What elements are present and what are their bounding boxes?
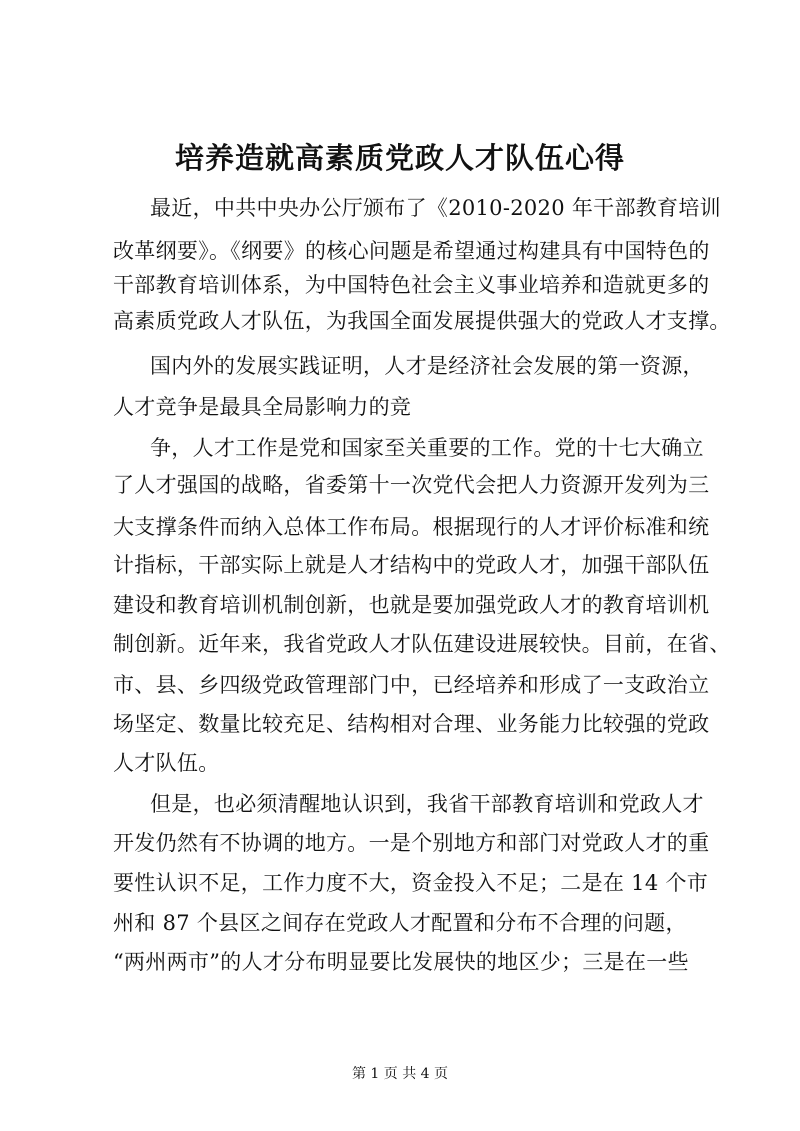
- paragraph-line: 开发仍然有不协调的地方。一是个别地方和部门对党政人才的重: [113, 831, 710, 855]
- paragraph-line: 人才队伍。: [113, 751, 220, 775]
- paragraph-line: 国内外的发展实践证明，人才是经济社会发展的第一资源，: [150, 354, 704, 378]
- paragraph-line: 州和 87 个县区之间存在党政人才配置和分布不合理的问题，: [113, 911, 687, 935]
- paragraph-line: 制创新。近年来，我省党政人才队伍建设进展较快。目前，在省、: [113, 632, 731, 656]
- paragraph-line: 计指标，干部实际上就是人才结构中的党政人才，加强干部队伍: [113, 553, 710, 577]
- paragraph-line: 大支撑条件而纳入总体工作布局。根据现行的人才评价标准和统: [113, 515, 710, 539]
- paragraph-line: 干部教育培训体系，为中国特色社会主义事业培养和造就更多的: [113, 273, 710, 297]
- paragraph-line: 争，人才工作是党和国家至关重要的工作。党的十七大确立: [150, 436, 704, 460]
- paragraph-line: 要性认识不足，工作力度不大，资金投入不足；二是在 14 个市: [113, 871, 709, 895]
- paragraph-line: “两州两市”的人才分布明显要比发展快的地区少；三是在一些: [113, 950, 689, 974]
- paragraph-line: 但是，也必须清醒地认识到，我省干部教育培训和党政人才: [150, 792, 704, 816]
- paragraph-line: 改革纲要》。《纲要》的核心问题是希望通过构建具有中国特色的: [113, 239, 710, 263]
- page-number-footer: 第 1 页 共 4 页: [351, 1066, 449, 1082]
- document-title: 培养造就高素质党政人才队伍心得: [174, 141, 625, 175]
- paragraph-line: 市、县、乡四级党政管理部门中，已经培养和形成了一支政治立: [113, 673, 710, 697]
- paragraph-line: 场坚定、数量比较充足、结构相对合理、业务能力比较强的党政: [113, 712, 710, 736]
- paragraph-line: 建设和教育培训机制创新，也就是要加强党政人才的教育培训机: [113, 593, 710, 617]
- paragraph-line: 人才竞争是最具全局影响力的竞: [113, 395, 412, 419]
- paragraph-line: 最近，中共中央办公厅颁布了《2010-2020 年干部教育培训: [150, 196, 721, 220]
- paragraph-line: 高素质党政人才队伍，为我国全面发展提供强大的党政人才支撑。: [113, 309, 731, 333]
- paragraph-line: 了人才强国的战略，省委第十一次党代会把人力资源开发列为三: [113, 473, 710, 497]
